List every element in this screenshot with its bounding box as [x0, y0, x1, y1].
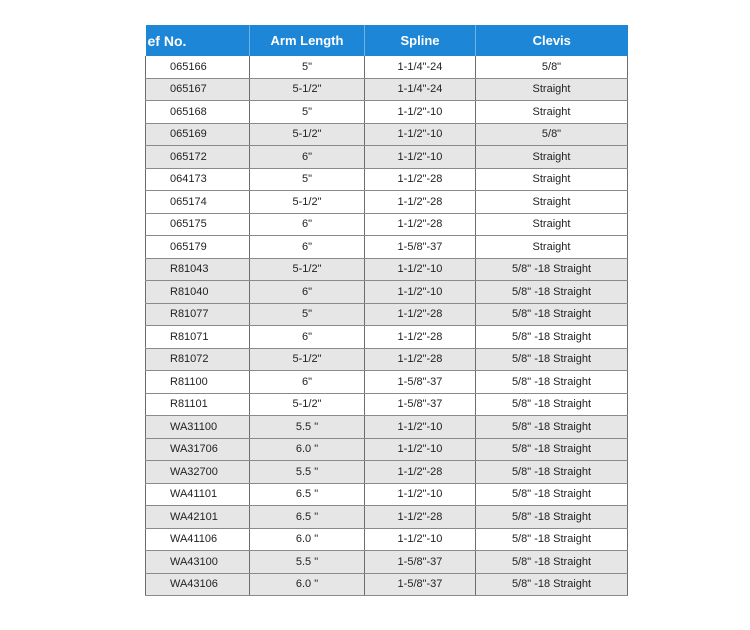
cell-ref-no: R81100 — [146, 371, 250, 394]
cell-ref-no: 064173 — [146, 168, 250, 191]
header-spline: Spline — [365, 25, 476, 56]
table-row — [146, 371, 628, 394]
cell-ref-no: WA31706 — [146, 438, 250, 461]
table-row — [146, 438, 628, 461]
spec-table-container — [145, 25, 627, 596]
cell-clevis: 5/8" -18 Straight — [476, 461, 628, 484]
cell-spline: 1-1/2"-10 — [365, 123, 476, 146]
cell-arm-length: 5" — [250, 56, 365, 78]
cell-clevis: Straight — [476, 78, 628, 101]
table-row — [146, 303, 628, 326]
cell-clevis: Straight — [476, 146, 628, 169]
cell-spline: 1-1/4"-24 — [365, 78, 476, 101]
cell-ref-no: WA32700 — [146, 461, 250, 484]
cell-ref-no: R81040 — [146, 281, 250, 304]
spec-table — [145, 25, 628, 596]
table-row — [146, 191, 628, 214]
table-row — [146, 168, 628, 191]
cell-ref-no: 065167 — [146, 78, 250, 101]
cell-clevis: 5/8" -18 Straight — [476, 573, 628, 596]
table-row — [146, 101, 628, 124]
cell-clevis: 5/8" — [476, 56, 628, 78]
cell-spline: 1-1/2"-28 — [365, 506, 476, 529]
cell-clevis: 5/8" — [476, 123, 628, 146]
cell-ref-no: WA43100 — [146, 551, 250, 574]
cell-spline: 1-1/2"-28 — [365, 348, 476, 371]
cell-spline: 1-5/8"-37 — [365, 236, 476, 259]
cell-arm-length: 6" — [250, 213, 365, 236]
cell-clevis: Straight — [476, 101, 628, 124]
cell-ref-no: R81072 — [146, 348, 250, 371]
cell-arm-length: 6" — [250, 326, 365, 349]
cell-arm-length: 5-1/2" — [250, 258, 365, 281]
cell-spline: 1-1/2"-10 — [365, 258, 476, 281]
header-ref-no: ef No. — [146, 25, 250, 56]
cell-arm-length: 5-1/2" — [250, 348, 365, 371]
header-clevis: Clevis — [476, 25, 628, 56]
cell-ref-no: WA41106 — [146, 528, 250, 551]
cell-arm-length: 6" — [250, 146, 365, 169]
header-arm-length: Arm Length — [250, 25, 365, 56]
cell-spline: 1-1/2"-28 — [365, 303, 476, 326]
cell-ref-no: R81043 — [146, 258, 250, 281]
cell-ref-no: WA42101 — [146, 506, 250, 529]
table-row — [146, 528, 628, 551]
cell-spline: 1-1/2"-28 — [365, 213, 476, 236]
cell-spline: 1-5/8"-37 — [365, 551, 476, 574]
table-row — [146, 236, 628, 259]
table-row — [146, 573, 628, 596]
cell-spline: 1-1/2"-10 — [365, 281, 476, 304]
cell-spline: 1-1/2"-10 — [365, 146, 476, 169]
cell-clevis: 5/8" -18 Straight — [476, 348, 628, 371]
cell-clevis: 5/8" -18 Straight — [476, 438, 628, 461]
cell-arm-length: 5-1/2" — [250, 123, 365, 146]
cell-ref-no: 065175 — [146, 213, 250, 236]
cell-arm-length: 6.0 " — [250, 573, 365, 596]
cell-arm-length: 5-1/2" — [250, 191, 365, 214]
cell-ref-no: 065169 — [146, 123, 250, 146]
cell-spline: 1-1/2"-10 — [365, 483, 476, 506]
cell-arm-length: 6" — [250, 281, 365, 304]
table-row — [146, 258, 628, 281]
cell-clevis: 5/8" -18 Straight — [476, 326, 628, 349]
cell-spline: 1-1/2"-10 — [365, 416, 476, 439]
table-row — [146, 551, 628, 574]
cell-ref-no: R81101 — [146, 393, 250, 416]
table-row — [146, 78, 628, 101]
table-row — [146, 56, 628, 78]
table-row — [146, 461, 628, 484]
cell-spline: 1-1/2"-10 — [365, 438, 476, 461]
cell-arm-length: 5.5 " — [250, 461, 365, 484]
cell-ref-no: WA41101 — [146, 483, 250, 506]
cell-clevis: 5/8" -18 Straight — [476, 393, 628, 416]
cell-arm-length: 5" — [250, 303, 365, 326]
cell-arm-length: 6.0 " — [250, 528, 365, 551]
cell-arm-length: 6.5 " — [250, 483, 365, 506]
cell-arm-length: 6" — [250, 371, 365, 394]
cell-arm-length: 5" — [250, 168, 365, 191]
cell-ref-no: WA31100 — [146, 416, 250, 439]
cell-arm-length: 5.5 " — [250, 416, 365, 439]
table-row — [146, 281, 628, 304]
cell-spline: 1-1/4"-24 — [365, 56, 476, 78]
cell-clevis: 5/8" -18 Straight — [476, 303, 628, 326]
cell-spline: 1-1/2"-10 — [365, 528, 476, 551]
table-row — [146, 348, 628, 371]
cell-arm-length: 6.5 " — [250, 506, 365, 529]
cell-ref-no: R81077 — [146, 303, 250, 326]
cell-clevis: Straight — [476, 191, 628, 214]
cell-ref-no: WA43106 — [146, 573, 250, 596]
cell-clevis: 5/8" -18 Straight — [476, 416, 628, 439]
table-row — [146, 483, 628, 506]
table-row — [146, 393, 628, 416]
cell-spline: 1-1/2"-28 — [365, 461, 476, 484]
cell-clevis: 5/8" -18 Straight — [476, 528, 628, 551]
cell-clevis: 5/8" -18 Straight — [476, 258, 628, 281]
cell-arm-length: 5.5 " — [250, 551, 365, 574]
cell-arm-length: 6" — [250, 236, 365, 259]
cell-arm-length: 6.0 " — [250, 438, 365, 461]
cell-spline: 1-1/2"-28 — [365, 326, 476, 349]
cell-arm-length: 5-1/2" — [250, 393, 365, 416]
cell-clevis: 5/8" -18 Straight — [476, 371, 628, 394]
cell-spline: 1-5/8"-37 — [365, 393, 476, 416]
cell-ref-no: R81071 — [146, 326, 250, 349]
cell-arm-length: 5" — [250, 101, 365, 124]
cell-ref-no: 065179 — [146, 236, 250, 259]
cell-spline: 1-5/8"-37 — [365, 573, 476, 596]
cell-arm-length: 5-1/2" — [250, 78, 365, 101]
cell-ref-no: 065172 — [146, 146, 250, 169]
cell-ref-no: 065166 — [146, 56, 250, 78]
cell-clevis: 5/8" -18 Straight — [476, 281, 628, 304]
table-header — [146, 25, 628, 56]
cell-clevis: Straight — [476, 213, 628, 236]
table-row — [146, 213, 628, 236]
cell-spline: 1-1/2"-28 — [365, 168, 476, 191]
cell-clevis: 5/8" -18 Straight — [476, 483, 628, 506]
cell-spline: 1-1/2"-10 — [365, 101, 476, 124]
cell-clevis: 5/8" -18 Straight — [476, 506, 628, 529]
cell-clevis: Straight — [476, 168, 628, 191]
cell-spline: 1-1/2"-28 — [365, 191, 476, 214]
cell-spline: 1-5/8"-37 — [365, 371, 476, 394]
table-body — [146, 56, 628, 596]
table-row — [146, 326, 628, 349]
header-row — [146, 25, 628, 56]
table-row — [146, 506, 628, 529]
table-row — [146, 123, 628, 146]
table-row — [146, 416, 628, 439]
cell-ref-no: 065174 — [146, 191, 250, 214]
cell-clevis: 5/8" -18 Straight — [476, 551, 628, 574]
cell-clevis: Straight — [476, 236, 628, 259]
cell-ref-no: 065168 — [146, 101, 250, 124]
table-row — [146, 146, 628, 169]
